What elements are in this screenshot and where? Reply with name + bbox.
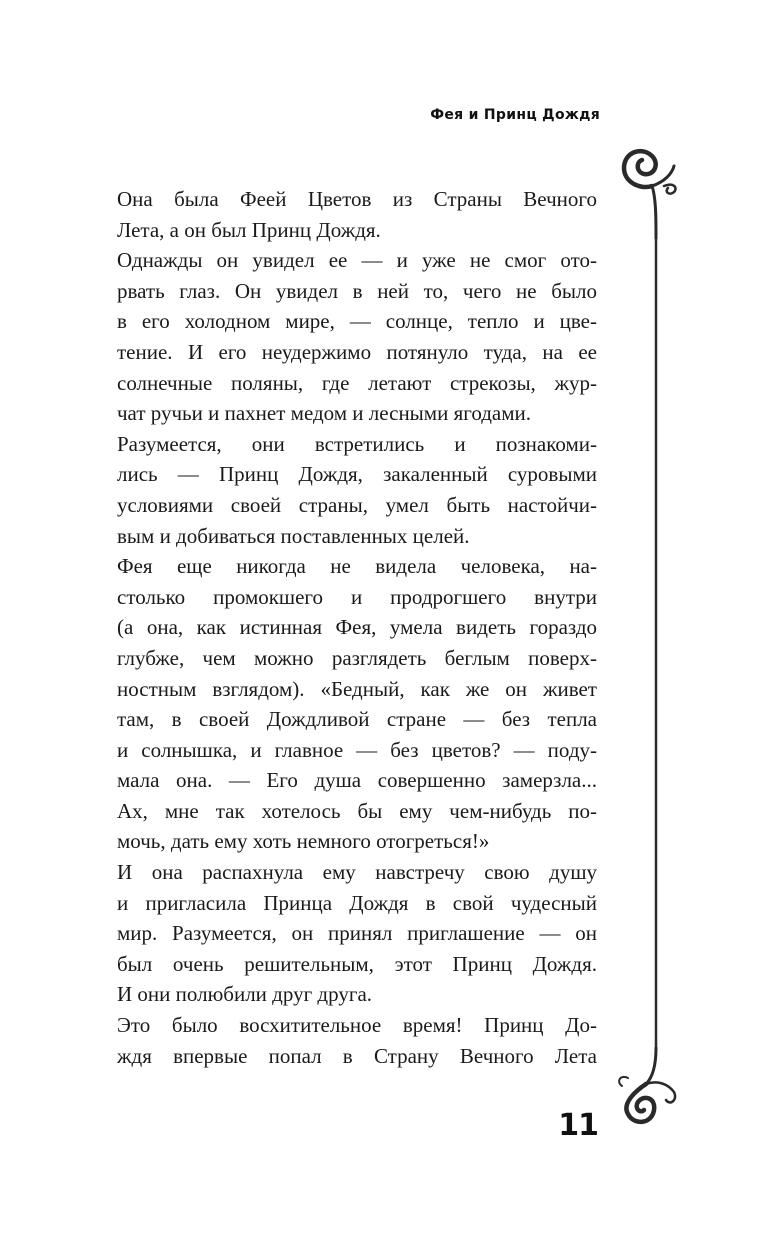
text-line: тение. И его неудержимо потянуло туда, на ее xyxy=(117,339,597,364)
text-line: Однажды он увидел ее — и уже не смог ото- xyxy=(117,248,597,273)
text-line: Лета, а он был Принц Дождя. xyxy=(117,217,381,242)
text-line: глубже, чем можно разглядеть беглым поверх- xyxy=(117,645,597,670)
text-line: Ах, мне так хотелось бы ему чем-нибудь по- xyxy=(117,798,597,823)
text-line: мала она. — Его душа совершенно замерзла... xyxy=(117,768,597,793)
running-head-title: Фея и Принц Дождя xyxy=(430,107,600,123)
text-line: Это было восхитительное время! Принц До- xyxy=(117,1013,597,1038)
text-line: и пригласила Принца Дождя в свой чудесный xyxy=(117,890,597,915)
text-line: в его холодном мире, — солнце, тепло и цве- xyxy=(117,309,597,334)
text-line: условиями своей страны, умел быть настойчи- xyxy=(117,492,597,517)
top-swirl-icon xyxy=(624,151,676,238)
text-line: вым и добиваться поставленных целей. xyxy=(117,523,470,548)
swirl-border-ornament xyxy=(612,138,682,1128)
text-line: рвать глаз. Он увидел в ней то, чего не было xyxy=(117,278,597,303)
text-line: И они полюбили друг друга. xyxy=(117,982,373,1007)
page-number: 11 xyxy=(558,1108,598,1143)
text-line: И она распахнула ему навстречу свою душу xyxy=(117,860,597,885)
text-line: там, в своей Дождливой стране — без тепла xyxy=(117,707,597,732)
body-text xyxy=(117,184,597,1071)
text-line: Фея еще никогда не видела человека, на- xyxy=(117,554,597,579)
bottom-swirl-icon xyxy=(619,1048,675,1122)
text-line: и солнышка, и главное — без цветов? — поду- xyxy=(117,737,597,762)
text-line: мочь, дать ему хоть немного отогреться!» xyxy=(117,829,490,854)
text-line: ждя впервые попал в Страну Вечного Лета xyxy=(117,1043,597,1068)
text-line: лись — Принц Дождя, закаленный суровыми xyxy=(117,462,597,487)
text-line: был очень решительным, этот Принц Дождя. xyxy=(117,951,597,976)
text-line: Она была Феей Цветов из Страны Вечного xyxy=(117,187,597,211)
text-line: солнечные поляны, где летают стрекозы, жур- xyxy=(117,370,597,395)
text-line: (а она, как истинная Фея, умела видеть гораздо xyxy=(117,615,597,640)
text-line: ностным взглядом). «Бедный, как же он живет xyxy=(117,676,597,701)
text-line: столько промокшего и продрогшего внутри xyxy=(117,584,597,609)
text-line: чат ручьи и пахнет медом и лесными ягодами. xyxy=(117,401,531,426)
text-line: мир. Разумеется, он принял приглашение — он xyxy=(117,921,597,946)
text-line: Разумеется, они встретились и познакоми- xyxy=(117,431,597,456)
